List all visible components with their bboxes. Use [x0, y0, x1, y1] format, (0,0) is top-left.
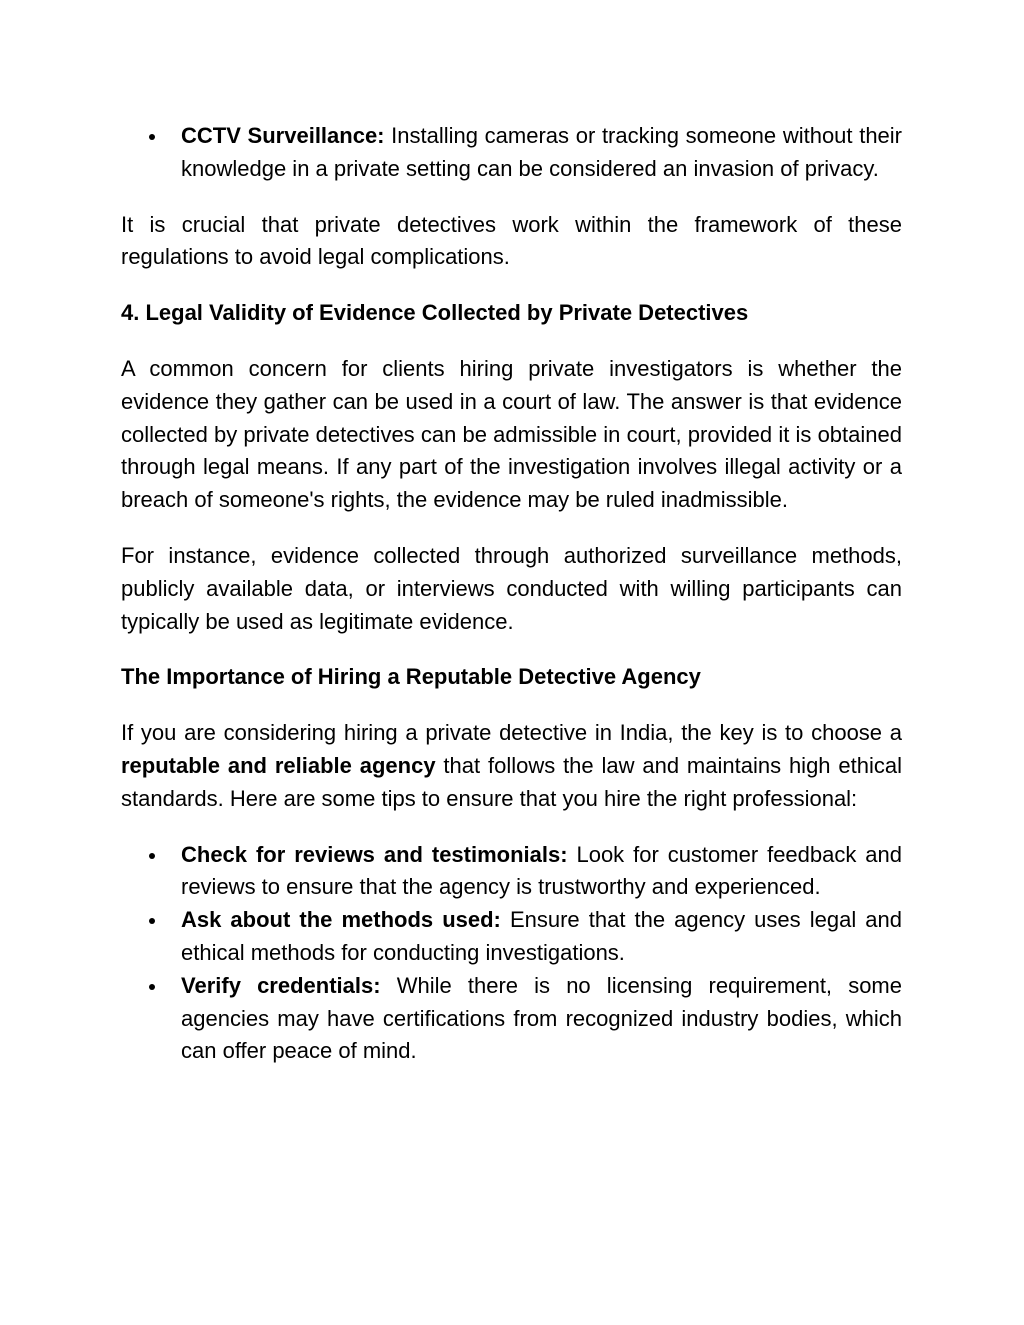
bullet-term: Verify credentials: [181, 972, 381, 998]
bullet-text: Ensure that the agency uses legal and ethical methods for conducting investigations. [181, 907, 902, 965]
paragraph-hiring-before: If you are considering hiring a private detective in India, the key is to choose a [121, 720, 902, 746]
tips-bullet-list [121, 839, 902, 1069]
bullet-icon [149, 918, 155, 924]
paragraph-concern: A common concern for clients hiring private investigators is whether the evidence they gather can be used in a court of law. The answer is that evidence collected by private detectives can be admissible in court, provided it is obtained through legal means. If any part of the investigation involves illegal activity or a breach of someone's rights, the evidence may be ruled inadmissible. [121, 355, 902, 513]
bullet-text: Look for customer feedback and reviews to ensure that the agency is trustworthy and experienced. [181, 841, 902, 900]
bullet-term: CCTV Surveillance: [181, 123, 385, 148]
list-item [121, 839, 902, 905]
paragraph-framework: It is crucial that private detectives work within the framework of these regulations to avoid legal complications. [121, 211, 902, 270]
bullet-term: Ask about the methods used: [181, 907, 501, 933]
section-heading-importance: The Importance of Hiring a Reputable Detective Agency [121, 664, 701, 690]
bullet-icon [149, 853, 155, 859]
bullet-term: Check for reviews and testimonials: [181, 841, 568, 867]
bullet-text: While there is no licensing requirement, some agencies may have certifications from recognized industry bodies, which can offer peace of mind. [181, 972, 902, 1064]
bullet-icon [149, 984, 155, 990]
document-body [121, 120, 902, 1068]
paragraph-hiring [121, 717, 902, 815]
paragraph-instance: For instance, evidence collected through authorized surveillance methods, publicly available data, or interviews conducted with willing participants can typically be used as legitimate evidence. [121, 542, 902, 634]
list-item [121, 120, 902, 186]
bullet-text: Installing cameras or tracking someone without their knowledge in a private setting can be considered an invasion of privacy. [181, 123, 902, 181]
paragraph-hiring-after: that follows the law and maintains high ethical standards. Here are some tips to ensure that you hire the right professional: [121, 752, 902, 811]
list-item [121, 970, 902, 1068]
list-item [121, 904, 902, 970]
bullet-icon [149, 134, 155, 140]
section-heading-validity: 4. Legal Validity of Evidence Collected by Private Detectives [121, 300, 749, 326]
paragraph-hiring-bold: reputable and reliable agency [121, 752, 436, 778]
privacy-bullet-list [121, 120, 902, 186]
